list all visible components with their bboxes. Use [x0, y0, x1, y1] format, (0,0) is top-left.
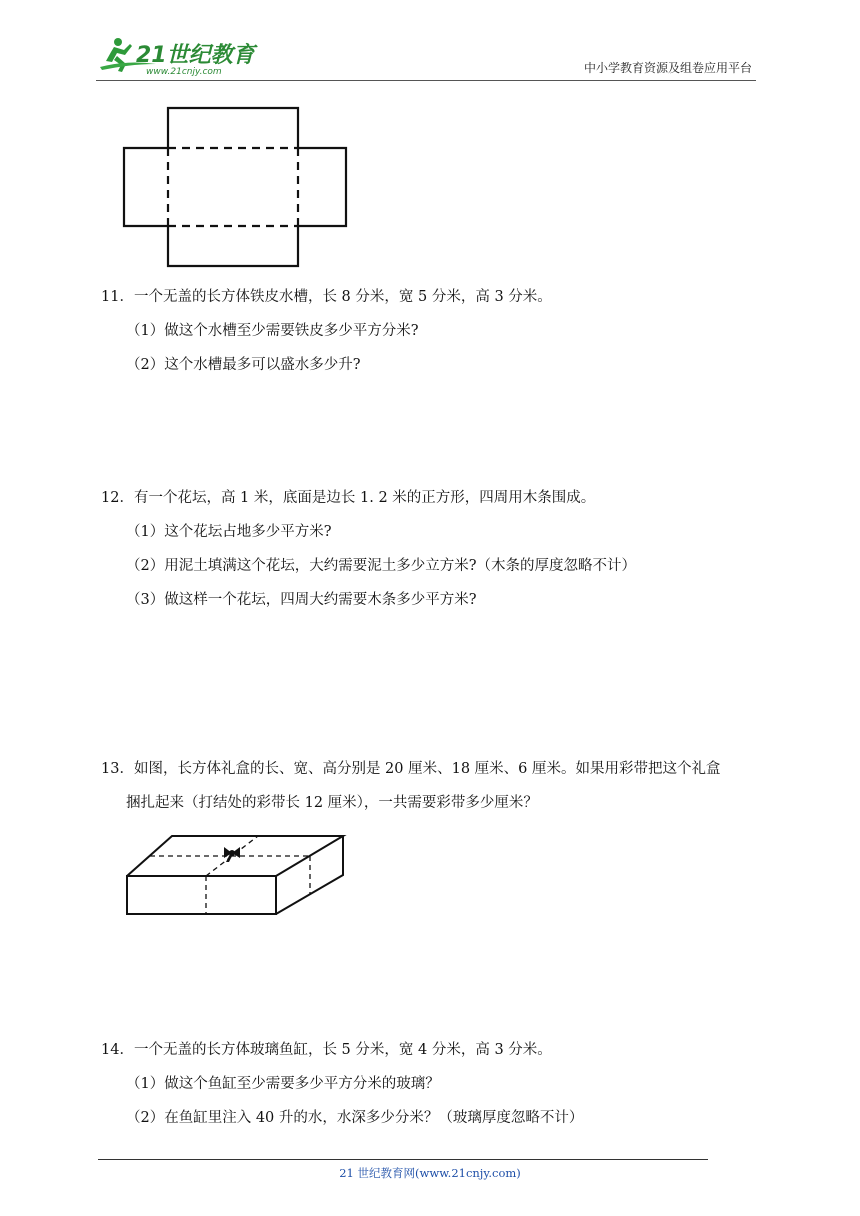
- site-logo: [96, 34, 266, 78]
- question-12-part-2: （2）用泥土填满这个花坛，大约需要泥土多少立方米?（木条的厚度忽略不计）: [126, 558, 636, 574]
- box-net-figure: [118, 104, 352, 272]
- question-13-stem-line-1: 13．如图，长方体礼盒的长、宽、高分别是 20 厘米、18 厘米、6 厘米。如果用彩带把这个礼盒: [101, 761, 721, 777]
- svg-text:www.21cnjy.com: www.21cnjy.com: [146, 67, 222, 77]
- question-14-part-2: （2）在鱼缸里注入 40 升的水，水深多少分米？（玻璃厚度忽略不计）: [126, 1110, 584, 1126]
- question-12-part-1: （1）这个花坛占地多少平方米?: [126, 524, 332, 540]
- svg-text:21世纪教育: 21世纪教育: [136, 43, 255, 68]
- question-13-stem-line-2: 捆扎起来（打结处的彩带长 12 厘米），一共需要彩带多少厘米？: [126, 795, 538, 811]
- ribbon-bow-icon: [224, 847, 240, 862]
- footer-divider: [98, 1159, 708, 1160]
- question-11-part-1: （1）做这个水槽至少需要铁皮多少平方分米?: [126, 323, 419, 339]
- question-11-part-2: （2）这个水槽最多可以盛水多少升?: [126, 357, 361, 373]
- page-header: [96, 34, 756, 81]
- header-tagline: 中小学教育资源及组卷应用平台: [583, 61, 752, 75]
- question-14-part-1: （1）做这个鱼缸至少需要多少平方分米的玻璃？: [126, 1076, 440, 1092]
- question-12-part-3: （3）做这样一个花坛，四周大约需要木条多少平方米?: [126, 592, 477, 608]
- footer-text: 21 世纪教育网(www.21cnjy.com): [339, 1166, 521, 1180]
- gift-box-figure: [120, 826, 352, 918]
- question-12-stem: 12．有一个花坛，高 1 米，底面是边长 1. 2 米的正方形，四周用木条围成。: [101, 490, 596, 506]
- question-11-stem: 11．一个无盖的长方体铁皮水槽，长 8 分米，宽 5 分米，高 3 分米。: [101, 289, 552, 305]
- question-14-stem: 14．一个无盖的长方体玻璃鱼缸，长 5 分米，宽 4 分米，高 3 分米。: [101, 1042, 552, 1058]
